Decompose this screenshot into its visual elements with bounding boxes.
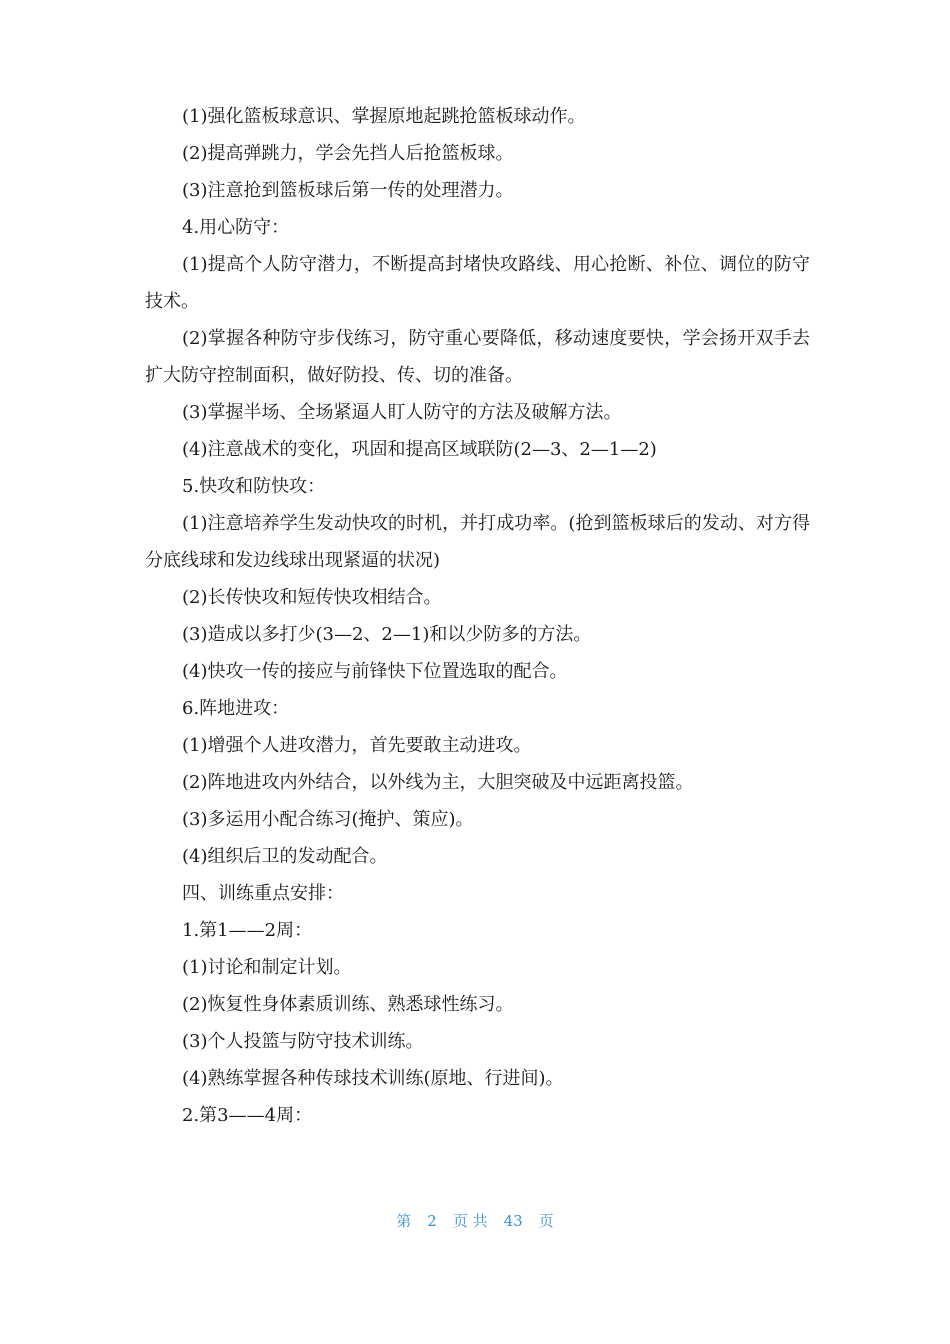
page-footer (0, 1210, 950, 1231)
section-heading: 5.快攻和防快攻： (182, 476, 326, 497)
paragraph: (3)掌握半场、全场紧逼人盯人防守的方法及破解方法。 (182, 402, 622, 423)
paragraph: (3)个人投篮与防守技术训练。 (182, 1031, 424, 1052)
paragraph: (4)熟练掌握各种传球技术训练(原地、行进间)。 (182, 1068, 564, 1089)
paragraph: (1)讨论和制定计划。 (182, 957, 352, 978)
paragraph: (1)强化篮板球意识、掌握原地起跳抢篮板球动作。 (182, 106, 586, 127)
paragraph: (4)组织后卫的发动配合。 (182, 846, 388, 867)
section-heading: 6.阵地进攻： (182, 698, 290, 719)
paragraph: (2)提高弹跳力，学会先挡人后抢篮板球。 (182, 143, 514, 164)
paragraph: (1)注意培养学生发动快攻的时机，并打成功率。(抢到篮板球后的发动、对方得分底线球和发边线球出现紧逼的状况) (145, 513, 810, 571)
section-heading: 4.用心防守： (182, 217, 290, 238)
paragraph: (2)长传快攻和短传快攻相结合。 (182, 587, 442, 608)
paragraph: (3)注意抢到篮板球后第一传的处理潜力。 (182, 180, 514, 201)
paragraph: (4)快攻一传的接应与前锋快下位置选取的配合。 (182, 661, 568, 682)
footer-page-number: 2 (427, 1212, 437, 1230)
footer-di: 第 (396, 1212, 412, 1230)
section-heading: 2.第3——4周： (182, 1105, 313, 1126)
paragraph: (1)增强个人进攻潜力，首先要敢主动进攻。 (182, 735, 532, 756)
paragraph: (4)注意战术的变化，巩固和提高区域联防(2—3、2—1—2) (182, 439, 657, 460)
footer-ye: 页 (538, 1212, 554, 1230)
footer-ye-gong: 页 共 (452, 1212, 488, 1230)
section-heading: 四、训练重点安排： (182, 883, 344, 904)
paragraph: (3)多运用小配合练习(掩护、策应)。 (182, 809, 474, 830)
paragraph: (1)提高个人防守潜力，不断提高封堵快攻路线、用心抢断、补位、调位的防守技术。 (145, 254, 810, 312)
paragraph: (2)恢复性身体素质训练、熟悉球性练习。 (182, 994, 514, 1015)
paragraph: (2)阵地进攻内外结合，以外线为主，大胆突破及中远距离投篮。 (182, 772, 694, 793)
section-heading: 1.第1——2周： (182, 920, 313, 941)
document-body (145, 98, 810, 1134)
footer-total-pages: 43 (503, 1212, 523, 1230)
paragraph: (3)造成以多打少(3—2、2—1)和以少防多的方法。 (182, 624, 592, 645)
paragraph: (2)掌握各种防守步伐练习，防守重心要降低，移动速度要快，学会扬开双手去扩大防守控制面积，做好防投、传、切的准备。 (145, 328, 810, 386)
